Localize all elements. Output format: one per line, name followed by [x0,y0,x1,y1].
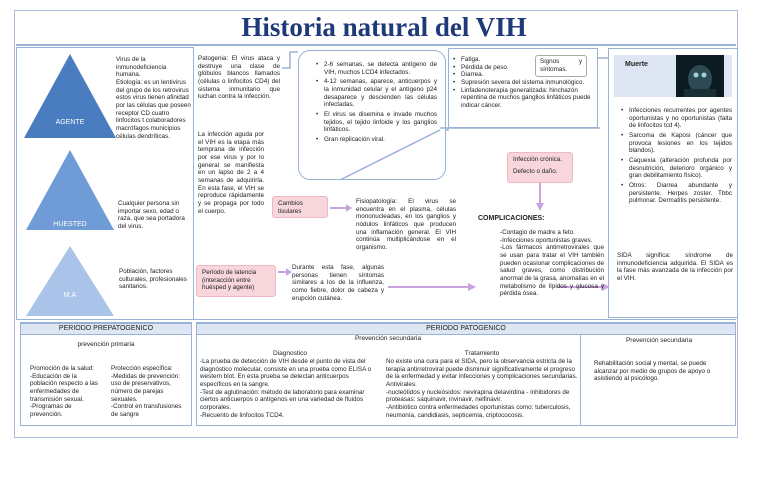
tratamiento-title: Tratamiento [464,350,500,357]
ma-label: M.A [63,292,77,299]
prepatogenico-header: PERIODO PREPATOGENICO [20,323,192,335]
bottom-divider [16,319,736,320]
symptom-item: • Supresión severa del sistema inmunológico. [452,79,598,87]
stage-item: • 2-6 semanas, se detecta antígeno de VIH, muchos LCD4 infectados. [315,61,437,76]
agente-text: Virus de la inmunodeficiencia humana. Etiología: es un lentivirus del grupo de los retrovirus estos virus tienen afinidad por las células que poseen receptor CD cuatro linfocitos t colaboradores macrófagos municipios células dendríticas. [116,56,191,140]
page-title: Historia natural del VIH [241,12,527,42]
complicaciones-title: COMPLICACIONES: [478,215,545,222]
patogenia-text: Patogenia: El virus ataca y destruye una clase de glóbulos blancos llamados (células o linfocitos CD4) del sistema inmunitario que luchan contra la infección. [198,55,280,101]
tratamiento-text: No existe una cura para el SIDA, pero la observancia estricta de la terapia antirretroviral puede disminuir significativamente el progreso de la enfermedad y evitar infecciones y complicaciones secundarias. Antivirales: -nucleótidos y nucleósidos: nevirapina delavirdina - inhibidores de proteasas: saquinavir, invinavir, nelfinavir. -Antibiótico contra enfermedades oportunistas como: tuberculosis, neumonía, candidiasis, septicemia, criptococosis. [386,358,578,419]
huesped-text: Cualquier persona sin importar sexo, edad o raza, que sea portadora del virus. [118,200,185,231]
stage-item: • 4-12 semanas, aparece, anticuerpos y la inmunidad celular y el antígeno p24 desaparece y descienden las células infectadas. [315,78,437,109]
stage-item: • Gran replicación viral. [315,136,437,144]
symptom-item: • Diarrea. [452,71,598,79]
proteccion-especifica-text: Protección específica: -Medidas de prevención: uso de preservativos, número de parejas sexuales. -Control en transfusiones de sangre [111,365,182,419]
stage-item: • El virus se disemina e invade muchos tejidos, el tejido linfoide y los ganglios linfáticos. [315,111,437,134]
fisiopatologia-text: Fisiopatología: El virus se encuentra en el plasma, células mononucleadas, en los ganglios y nódulos linfáticos que producen una inflamación general. El VIH continúa multiplicándose en el organismo. [356,198,456,252]
cambios-tisulares-box: Cambios tisulares [272,196,328,218]
infeccion-cronica-text: Infección crónica. [513,156,563,163]
symptom-item: • Linfadenoterapia generalizada: hinchazón repentina de muchos ganglios linfáticos puede indicar cáncer. [452,87,598,110]
prevencion-primaria-label: prevención primaria [77,341,135,348]
latencia-box: Período de latencia (interacción entre huésped y agente) [196,265,276,297]
diagnostico-title: Diagnostico [273,350,307,357]
symptom-item: • Fatiga. [452,56,522,64]
rehabilitacion-text: Rehabilitación social y mental, se puede alcanzar por medio de grupos de apoyo o asistiendo al psicólogo. [594,360,711,383]
muerte-item: • Sarcoma de Kaposi (cáncer que provoca lesiones en los tejidos blandos). [620,132,732,155]
sida-text: SIDA significa: síndrome de inmunodeficiencia adquirida. El SIDA es la fase más avanzada de la infección por el VIH. [617,252,733,283]
acute-infection-text: La infección aguda por el VIH es la etapa más temprana de infección por ese virus y por lo general se manifiesta en un lapso de 2 a 4 semanas de adquirirla. En esta fase, el VIH se reproduce rápidamente y se propaga por todo el cuerpo. [198,131,264,215]
complicaciones-text: -Contagio de madre a feto. -Infecciones oportunistas graves. -Los fármacos antirretrovirales que se usan para tratar el VIH también pueden ocasionar complicaciones de salud graves, como distribución anormal de la grasa, anomalías en el metabolismo de lípidos y glucosa y pérdida ósea. [500,229,604,298]
patogenico-header: PERIODO PATOGENICO [196,323,736,335]
signos-sintomas-box: Signos y síntomas. [535,55,587,77]
prevencion-secundaria-label: Prevención secundaria [354,335,422,342]
huesped-label: HUESTED [53,221,87,228]
muerte-item: • Infecciones recurrentes por agentes oportunistas y no oportunistas (falta de linfocitos tcd 4). [620,107,732,130]
symptom-item: • Pérdida de peso. [452,64,522,72]
diagnostico-text: -La prueba de detección de VIH desde el punto de vista del diagnóstico molecular, consiste en una prueba como ELISA o western blot. En esta prueba se detectan anticuerpos específicos en la sangre. -Test de aglutinación: método de laboratorio para examinar ciertos anticuerpos o antígenos en una variedad de fluidos corporales. -Recuento de linfocitos TCD4. [200,358,372,419]
defecto-text: Defecto o daño. [513,167,558,175]
muerte-item: • Otros: Diarrea abundante y persistente. Herpes zoster. Tbbc pulmonar. Dermatitis persistente. [620,182,732,205]
durante-text: Durante esta fase, algunas personas tienen síntomas similares a los de la influenza, como fiebre, dolor de cabeza y erupción cutánea. [292,264,384,302]
infeccion-cronica-box [507,152,573,183]
muerte-label: Muerte [625,61,648,68]
muerte-item: • Caquexia (alteración profunda por desnutrición, deterioro orgánico y gran debilitamiento físico). [620,157,732,180]
prevencion-terciaria-label: Prevención secundaria [625,337,693,344]
ma-text: Población, factores culturales, profesionales sanitarios. [119,268,187,291]
patogenico-divider [580,335,581,425]
promocion-salud-text: Promoción de la salud: -Educación de la población respecto a las enfermedades de transmisión sexual. -Programas de prevención. [30,365,98,419]
agente-label: AGENTE [55,119,85,126]
